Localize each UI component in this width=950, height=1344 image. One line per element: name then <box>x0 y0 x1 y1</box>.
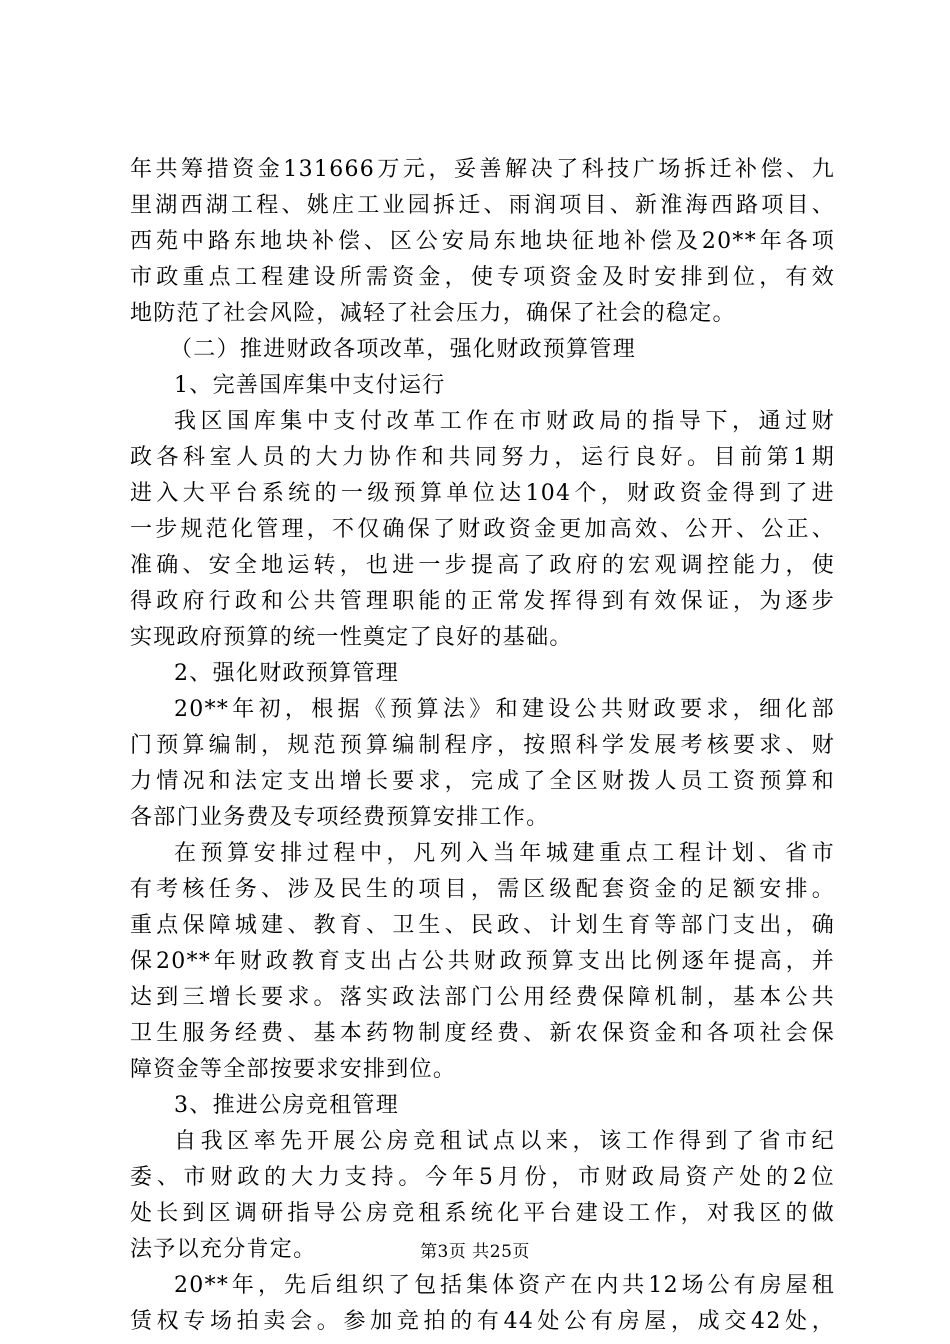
text-line: 处长到区调研指导公房竞租系统化平台建设工作，对我区的做 <box>130 1201 835 1226</box>
section-heading: （二）推进财政各项改革，强化财政预算管理 <box>170 337 637 362</box>
subsection-heading: 3、推进公房竞租管理 <box>174 1093 399 1118</box>
text-line: 赁权专场拍卖会。参加竞拍的有44处公有房屋，成交42处， <box>130 1309 835 1334</box>
page-number-footer: 第3页 共25页 <box>420 1242 530 1262</box>
text-line: 有考核任务、涉及民生的项目，需区级配套资金的足额安排。 <box>130 877 835 902</box>
subsection-heading: 2、强化财政预算管理 <box>174 661 399 686</box>
subsection-heading: 1、完善国库集中支付运行 <box>174 373 446 398</box>
text-line: 得政府行政和公共管理职能的正常发挥得到有效保证，为逐步 <box>130 589 835 614</box>
text-line: 法予以充分肯定。 <box>130 1237 317 1262</box>
text-line: 我区国库集中支付改革工作在市财政局的指导下，通过财 <box>174 409 835 434</box>
text-line: 年共筹措资金131666万元，妥善解决了科技广场拆迁补偿、九 <box>130 157 835 182</box>
text-line: 进入大平台系统的一级预算单位达104个，财政资金得到了进 <box>130 481 835 506</box>
text-line: 西苑中路东地块补偿、区公安局东地块征地补偿及20**年各项 <box>130 229 835 254</box>
text-line: 准确、安全地运转，也进一步提高了政府的宏观调控能力，使 <box>130 553 835 578</box>
document-body <box>130 152 835 1340</box>
text-line: 在预算安排过程中，凡列入当年城建重点工程计划、省市 <box>174 841 835 866</box>
text-line: 20**年，先后组织了包括集体资产在内共12场公有房屋租 <box>174 1273 835 1298</box>
text-line: 里湖西湖工程、姚庄工业园拆迁、雨润项目、新淮海西路项目、 <box>130 193 835 218</box>
text-line: 地防范了社会风险，减轻了社会压力，确保了社会的稳定。 <box>130 301 736 326</box>
text-line: 市政重点工程建设所需资金，使专项资金及时安排到位，有效 <box>130 265 835 290</box>
text-line: 20**年初，根据《预算法》和建设公共财政要求，细化部 <box>174 697 835 722</box>
text-line: 重点保障城建、教育、卫生、民政、计划生育等部门支出，确 <box>130 913 835 938</box>
text-line: 卫生服务经费、基本药物制度经费、新农保资金和各项社会保 <box>130 1021 835 1046</box>
text-line: 自我区率先开展公房竞租试点以来，该工作得到了省市纪 <box>174 1129 835 1154</box>
text-line: 各部门业务费及专项经费预算安排工作。 <box>130 805 550 830</box>
text-line: 实现政府预算的统一性奠定了良好的基础。 <box>130 625 573 650</box>
text-line: 门预算编制，规范预算编制程序，按照科学发展考核要求、财 <box>130 733 835 758</box>
text-line: 力情况和法定支出增长要求，完成了全区财拨人员工资预算和 <box>130 769 835 794</box>
text-line: 一步规范化管理，不仅确保了财政资金更加高效、公开、公正、 <box>130 517 835 542</box>
text-line: 障资金等全部按要求安排到位。 <box>130 1057 457 1082</box>
text-line: 保20**年财政教育支出占公共财政预算支出比例逐年提高，并 <box>130 949 835 974</box>
text-line: 政各科室人员的大力协作和共同努力，运行良好。目前第1期 <box>130 445 835 470</box>
text-line: 委、市财政的大力支持。今年5月份，市财政局资产处的2位 <box>130 1165 835 1190</box>
text-line: 达到三增长要求。落实政法部门公用经费保障机制，基本公共 <box>130 985 835 1010</box>
